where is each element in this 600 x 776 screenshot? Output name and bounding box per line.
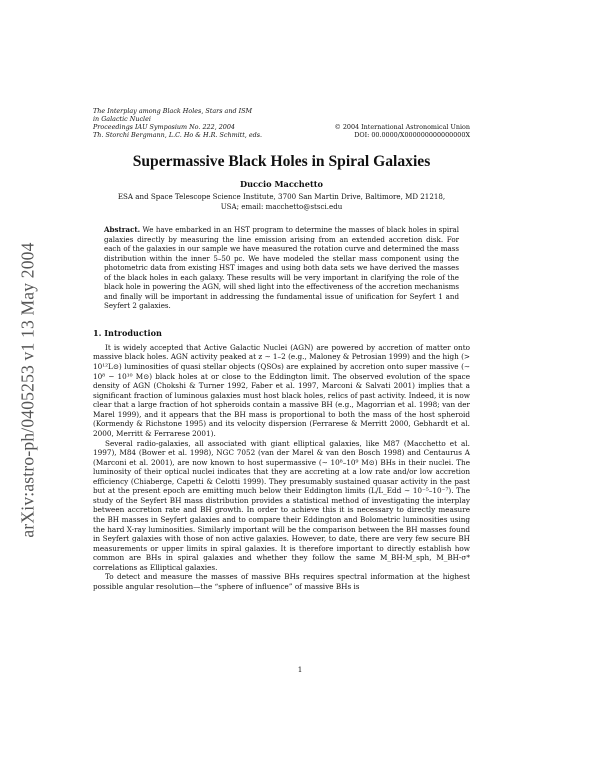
header-editors: Th. Storchi Bergmann, L.C. Ho & H.R. Schmitt, eds. bbox=[93, 131, 263, 139]
running-header bbox=[93, 107, 470, 139]
affiliation-line-1: ESA and Space Telescope Science Institute, 3700 San Martin Drive, Baltimore, MD 21218, bbox=[117, 192, 446, 201]
paragraph-1: It is widely accepted that Active Galactic Nuclei (AGN) are powered by accretion of matter onto massive black holes. AGN activity peaked at z ∼ 1–2 (e.g., Maloney & Petrosian 1999) and the high (> 10¹²L⊙) luminosities of quasi stellar objects (QSOs) are explained by accretion onto super massive (∼ 10⁸ − 10¹⁰ M⊙) black holes at or close to the Eddington limit. The observed evolution of the space density of AGN (Chokshi & Turner 1992, Faber et al. 1997, Marconi & Salvati 2001) implies that a significant fraction of luminous galaxies must host black holes, relics of past activity. Indeed, it is now clear that a large fraction of hot spheroids contain a massive BH (e.g., Magorrian et al. 1998; van der Marel 1999), and it appears that the BH mass is proportional to both the mass of the host spheroid (Kormendy & Richstone 1995) and its velocity dispersion (Ferrarese & Merritt 2000, Gebhardt et al. 2000, Merritt & Ferrarese 2001). bbox=[93, 342, 470, 438]
abstract-text: We have embarked in an HST program to determine the masses of black holes in spiral galaxies directly by measuring the line emission arising from an extended accretion disk. For each of the galaxies in our sample we have measured the rotation curve and determined the mass distribution within the inner 5–50 pc. We have modeled the stellar mass component using the photometric data from existing HST images and using both data sets we have derived the masses of the black holes in each galaxy. These results will be very important in clarifying the role of the black hole in powering the AGN, will shed light into the effectiveness of the accretion mechanisms and finally will be important in addressing the fundamental issue of unification for Seyfert 1 and Seyfert 2 galaxies. bbox=[104, 225, 460, 311]
header-line-1: The Interplay among Black Holes, Stars and ISM bbox=[93, 107, 253, 115]
header-proceedings: Proceedings IAU Symposium No. 222, 2004 bbox=[93, 123, 235, 131]
arxiv-stamp-text: arXiv:astro-ph/0405253 v1 13 May 2004 bbox=[17, 242, 38, 538]
header-row-4 bbox=[93, 131, 470, 139]
section-heading: 1. Introduction bbox=[93, 327, 162, 338]
abstract-label: Abstract. bbox=[104, 225, 141, 234]
header-line-2: in Galactic Nuclei bbox=[93, 115, 151, 123]
header-copyright: © 2004 International Astronomical Union bbox=[334, 123, 470, 131]
affiliation bbox=[93, 192, 470, 211]
affiliation-line-2: USA; email: macchetto@stsci.edu bbox=[220, 201, 343, 211]
paragraph-3: To detect and measure the masses of massive BHs requires spectral information at the highest possible angular resolution—the “sphere of influence” of massive BHs is bbox=[93, 572, 470, 591]
arxiv-stamp bbox=[14, 180, 42, 600]
page-number: 1 bbox=[297, 665, 303, 674]
paragraph-2: Several radio-galaxies, all associated with giant elliptical galaxies, like M87 (Macchetto et al. 1997), M84 (Bower et al. 1998), NGC 7052 (van der Marel & van den Bosch 1998) and Centaurus A (Marconi et al. 2001), are now known to host supermassive (∼ 10⁸–10⁹ M⊙) BHs in their nuclei. The luminosity of their optical nuclei indicates that they are accreting at a low rate and/or low accretion efficiency (Chiaberge, Capetti & Celotti 1999). They presumably sustained quasar activity in the past but at the present epoch are emitting much below their Eddington limits (L/L_Edd ∼ 10⁻⁵–10⁻⁷). The study of the Seyfert BH mass distribution provides a statistical method of investigating the interplay between accretion rate and BH growth. In order to achieve this it is necessary to directly measure the BH masses in Seyfert galaxies and to compare their Eddington and Bolometric luminosities using the hard X-ray luminosities. Similarly important will be the comparison between the BH masses found in Seyfert galaxies with those of non active galaxies. However, to date, there are very few secure BH measurements or upper limits in spiral galaxies. It is therefore important to directly establish how common are BHs in spiral galaxies and whether they follow the same M_BH-M_sph, M_BH-σ* correlations as Elliptical galaxies. bbox=[93, 438, 470, 572]
author-name: Duccio Macchetto bbox=[240, 179, 323, 189]
paper-page bbox=[93, 107, 470, 592]
paper-title: Supermassive Black Holes in Spiral Galaxies bbox=[132, 153, 431, 170]
header-doi: DOI: 00.0000/X000000000000000X bbox=[354, 131, 470, 139]
abstract bbox=[104, 225, 459, 311]
header-row-3 bbox=[93, 123, 470, 131]
